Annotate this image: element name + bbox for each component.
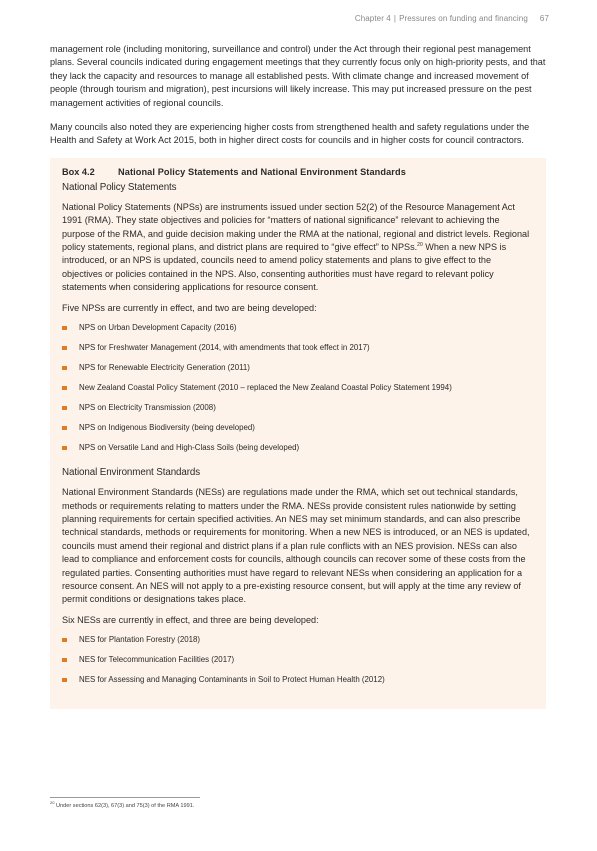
footnote-number: 20 — [50, 800, 55, 806]
list-item — [62, 322, 533, 342]
bullet-icon — [62, 678, 67, 683]
bullet-icon — [62, 638, 67, 643]
page-number: 67 — [539, 14, 549, 23]
bullet-icon — [62, 658, 67, 663]
chapter-title: Pressures on funding and financing — [399, 14, 528, 23]
bullet-icon — [62, 366, 67, 371]
bullet-icon — [62, 426, 67, 431]
list-item — [62, 634, 533, 654]
list-item-text: NPS for Freshwater Management (2014, with amendments that took effect in 2017) — [79, 343, 370, 353]
intro-paragraph: management role (including monitoring, surveillance and control) under the Act through their regional pest management plans. Several councils indicated during engagement meetings that they currently focus only on high-priority pests, and that they lack the capacity and resources to manage all established pests. With climate change and increased movement of people (through tourism and migration), pest incursions will likely increase. This may put increased pressure on the pest management activities of regional councils. — [50, 44, 546, 108]
list-item — [62, 362, 533, 382]
nes-paragraph: National Environment Standards (NESs) are regulations made under the RMA, which set out technical standards, methods or requirements relating to matters under the RMA. NESs provide consistent rules nationwide by setting planning requirements for certain specified activities. An NES may set minimum standards, and can also prescribe technical standards, methods or requirements for monitoring. When a new NES is introduced, or an NES is updated, councils must amend their regional and district plans if a plan rule conflicts with an NES provision. NESs can also lead to compliance and enforcement costs for councils, although councils can recover some of these costs from the regulated parties. Consenting authorities must have regard to relevant NESs when considering an application for a resource consent. An NES will not apply to a pre-existing resource consent, but will apply at the time any review of permit conditions or designations takes place. — [62, 487, 530, 605]
bullet-icon — [62, 406, 67, 411]
list-item — [62, 382, 533, 402]
list-item — [62, 402, 533, 422]
box-title — [62, 167, 533, 177]
nps-heading: National Policy Statements — [62, 181, 177, 193]
nps-paragraph-start: National Policy Statements (NPSs) are instruments issued under section 52(2) of the Resource Management Act 1991 (RMA). They state objectives and policies for “matters of national significance” relevant to achieving the purpose of the RMA, and guide decision making under the RMA at the national, regional and district levels. Regional policy statements, regional plans, and district plans are required to “give effect” to NPSs. — [62, 201, 530, 253]
header-separator: | — [393, 14, 397, 23]
bullet-icon — [62, 386, 67, 391]
footnote — [50, 800, 195, 809]
list-item-text: New Zealand Coastal Policy Statement (2010 – replaced the New Zealand Coastal Policy Statement 1994) — [79, 383, 452, 393]
list-item-text: NPS on Electricity Transmission (2008) — [79, 403, 216, 413]
footnote-text: Under sections 62(3), 67(3) and 75(3) of the RMA 1991. — [56, 803, 195, 809]
nps-list — [62, 322, 533, 462]
list-item-text: NPS on Urban Development Capacity (2016) — [79, 323, 237, 333]
list-item — [62, 654, 533, 674]
list-item — [62, 342, 533, 362]
list-item — [62, 674, 533, 694]
bullet-icon — [62, 446, 67, 451]
intro-paragraph: Many councils also noted they are experiencing higher costs from strengthened health and safety regulations under the Health and Safety at Work Act 2015, both in higher direct costs for councils and in higher costs for council contractors. — [50, 122, 530, 146]
box-number: Box 4.2 — [62, 166, 95, 177]
bullet-icon — [62, 326, 67, 331]
nps-list-intro: Five NPSs are currently in effect, and two are being developed: — [62, 302, 317, 313]
list-item-text: NES for Assessing and Managing Contaminants in Soil to Protect Human Health (2012) — [79, 675, 385, 685]
box-title-text: National Policy Statements and National Environment Standards — [118, 166, 406, 177]
list-item — [62, 442, 533, 462]
footnote-ref[interactable]: 20 — [417, 242, 423, 249]
nes-list-intro: Six NESs are currently in effect, and three are being developed: — [62, 614, 319, 625]
list-item-text: NPS on Indigenous Biodiversity (being developed) — [79, 423, 255, 433]
page-content — [50, 43, 546, 709]
nes-heading: National Environment Standards — [62, 467, 201, 479]
nps-paragraph — [62, 201, 533, 295]
running-header — [355, 14, 549, 23]
list-item — [62, 422, 533, 442]
chapter-label: Chapter 4 — [354, 14, 391, 23]
footnote-divider — [50, 797, 200, 798]
list-item-text: NPS for Renewable Electricity Generation (2011) — [79, 363, 250, 373]
info-box — [50, 158, 546, 709]
nes-list — [62, 634, 533, 694]
list-item-text: NES for Plantation Forestry (2018) — [79, 635, 201, 645]
list-item-text: NES for Telecommunication Facilities (2017) — [79, 655, 235, 665]
list-item-text: NPS on Versatile Land and High-Class Soils (being developed) — [79, 443, 300, 453]
nps-paragraph-end: When a new NPS is introduced, or an NPS is updated, councils need to amend policy statements and plans to give effect to the objectives or policies contained in the NPS. Also, consenting authorities must have regard to relevant policy statements when considering applications for resource consent. — [62, 242, 507, 293]
bullet-icon — [62, 346, 67, 351]
